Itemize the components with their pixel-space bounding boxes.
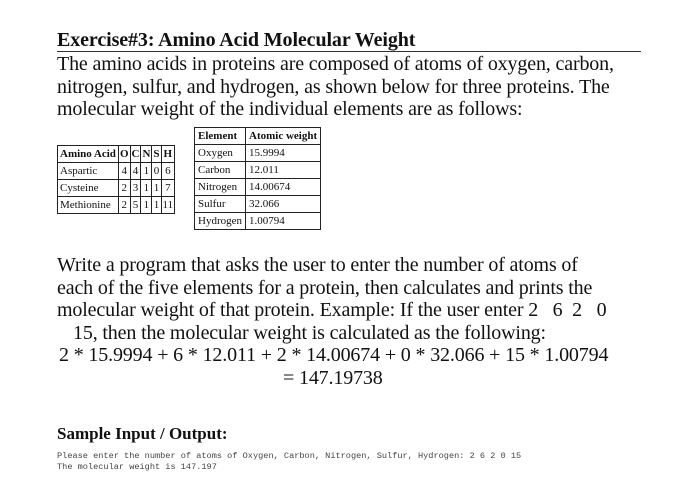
- header-h: H: [161, 146, 175, 163]
- table-row: [195, 196, 321, 213]
- cell-s: 0: [152, 163, 161, 180]
- cell-name: Cysteine: [58, 180, 119, 197]
- cell-weight: 15.9994: [246, 145, 321, 162]
- cell-element: Sulfur: [195, 196, 246, 213]
- cell-weight: 32.066: [246, 196, 321, 213]
- table-row: [58, 180, 175, 197]
- cell-o: 2: [118, 180, 130, 197]
- header-s: S: [152, 146, 161, 163]
- cell-n: 1: [141, 163, 152, 180]
- cell-weight: 1.00794: [246, 213, 321, 230]
- cell-element: Hydrogen: [195, 213, 246, 230]
- task-line: 15, then the molecular weight is calculated as the following:: [73, 321, 546, 344]
- cell-c: 5: [130, 197, 141, 214]
- cell-n: 1: [141, 180, 152, 197]
- exercise-title: Exercise#3: Amino Acid Molecular Weight: [57, 29, 416, 51]
- console-line: The molecular weight is 147.197: [57, 462, 217, 472]
- cell-name: Methionine: [58, 197, 119, 214]
- task-line: each of the five elements for a protein, then calculates and prints the: [57, 276, 593, 299]
- header-n: N: [141, 146, 152, 163]
- table-header-row: [58, 146, 175, 163]
- table-row: [195, 179, 321, 196]
- cell-element: Carbon: [195, 162, 246, 179]
- cell-h: 11: [161, 197, 175, 214]
- cell-s: 1: [152, 197, 161, 214]
- formula-line: 2 * 15.9994 + 6 * 12.011 + 2 * 14.00674 + 0 * 32.066 + 15 * 1.00794: [59, 344, 609, 366]
- cell-s: 1: [152, 180, 161, 197]
- table-header-row: [195, 128, 321, 145]
- cell-o: 4: [118, 163, 130, 180]
- title-underline: [57, 51, 641, 52]
- task-line: Write a program that asks the user to enter the number of atoms of: [57, 254, 578, 276]
- header-amino-acid: Amino Acid: [58, 146, 119, 163]
- cell-element: Oxygen: [195, 145, 246, 162]
- cell-weight: 12.011: [246, 162, 321, 179]
- table-row: [58, 197, 175, 214]
- task-line: molecular weight of that protein. Example: If the user enter 2 6 2 0: [57, 299, 607, 321]
- cell-h: 7: [161, 180, 175, 197]
- amino-acid-table: [57, 145, 175, 214]
- formula-result: = 147.19738: [283, 366, 383, 389]
- task-paragraph: [57, 254, 608, 389]
- table-row: [195, 162, 321, 179]
- header-atomic-weight: Atomic weight: [246, 128, 321, 145]
- sample-console-output: [57, 451, 521, 473]
- sample-io-heading: Sample Input / Output:: [57, 424, 228, 443]
- header-o: O: [118, 146, 130, 163]
- header-c: C: [130, 146, 141, 163]
- header-element: Element: [195, 128, 246, 145]
- intro-line: The amino acids in proteins are composed of atoms of oxygen, carbon,: [57, 53, 614, 75]
- cell-c: 3: [130, 180, 141, 197]
- table-row: [195, 213, 321, 230]
- intro-paragraph: [57, 53, 614, 121]
- table-row: [58, 163, 175, 180]
- cell-weight: 14.00674: [246, 179, 321, 196]
- console-line: Please enter the number of atoms of Oxygen, Carbon, Nitrogen, Sulfur, Hydrogen: 2 6 2 0 15: [57, 451, 522, 461]
- table-row: [195, 145, 321, 162]
- intro-line: nitrogen, sulfur, and hydrogen, as shown below for three proteins. The: [57, 75, 610, 98]
- cell-name: Aspartic: [58, 163, 119, 180]
- cell-element: Nitrogen: [195, 179, 246, 196]
- cell-o: 2: [118, 197, 130, 214]
- element-weight-table: [194, 127, 321, 230]
- cell-h: 6: [161, 163, 175, 180]
- cell-n: 1: [141, 197, 152, 214]
- cell-c: 4: [130, 163, 141, 180]
- intro-line: molecular weight of the individual elements are as follows:: [57, 98, 523, 120]
